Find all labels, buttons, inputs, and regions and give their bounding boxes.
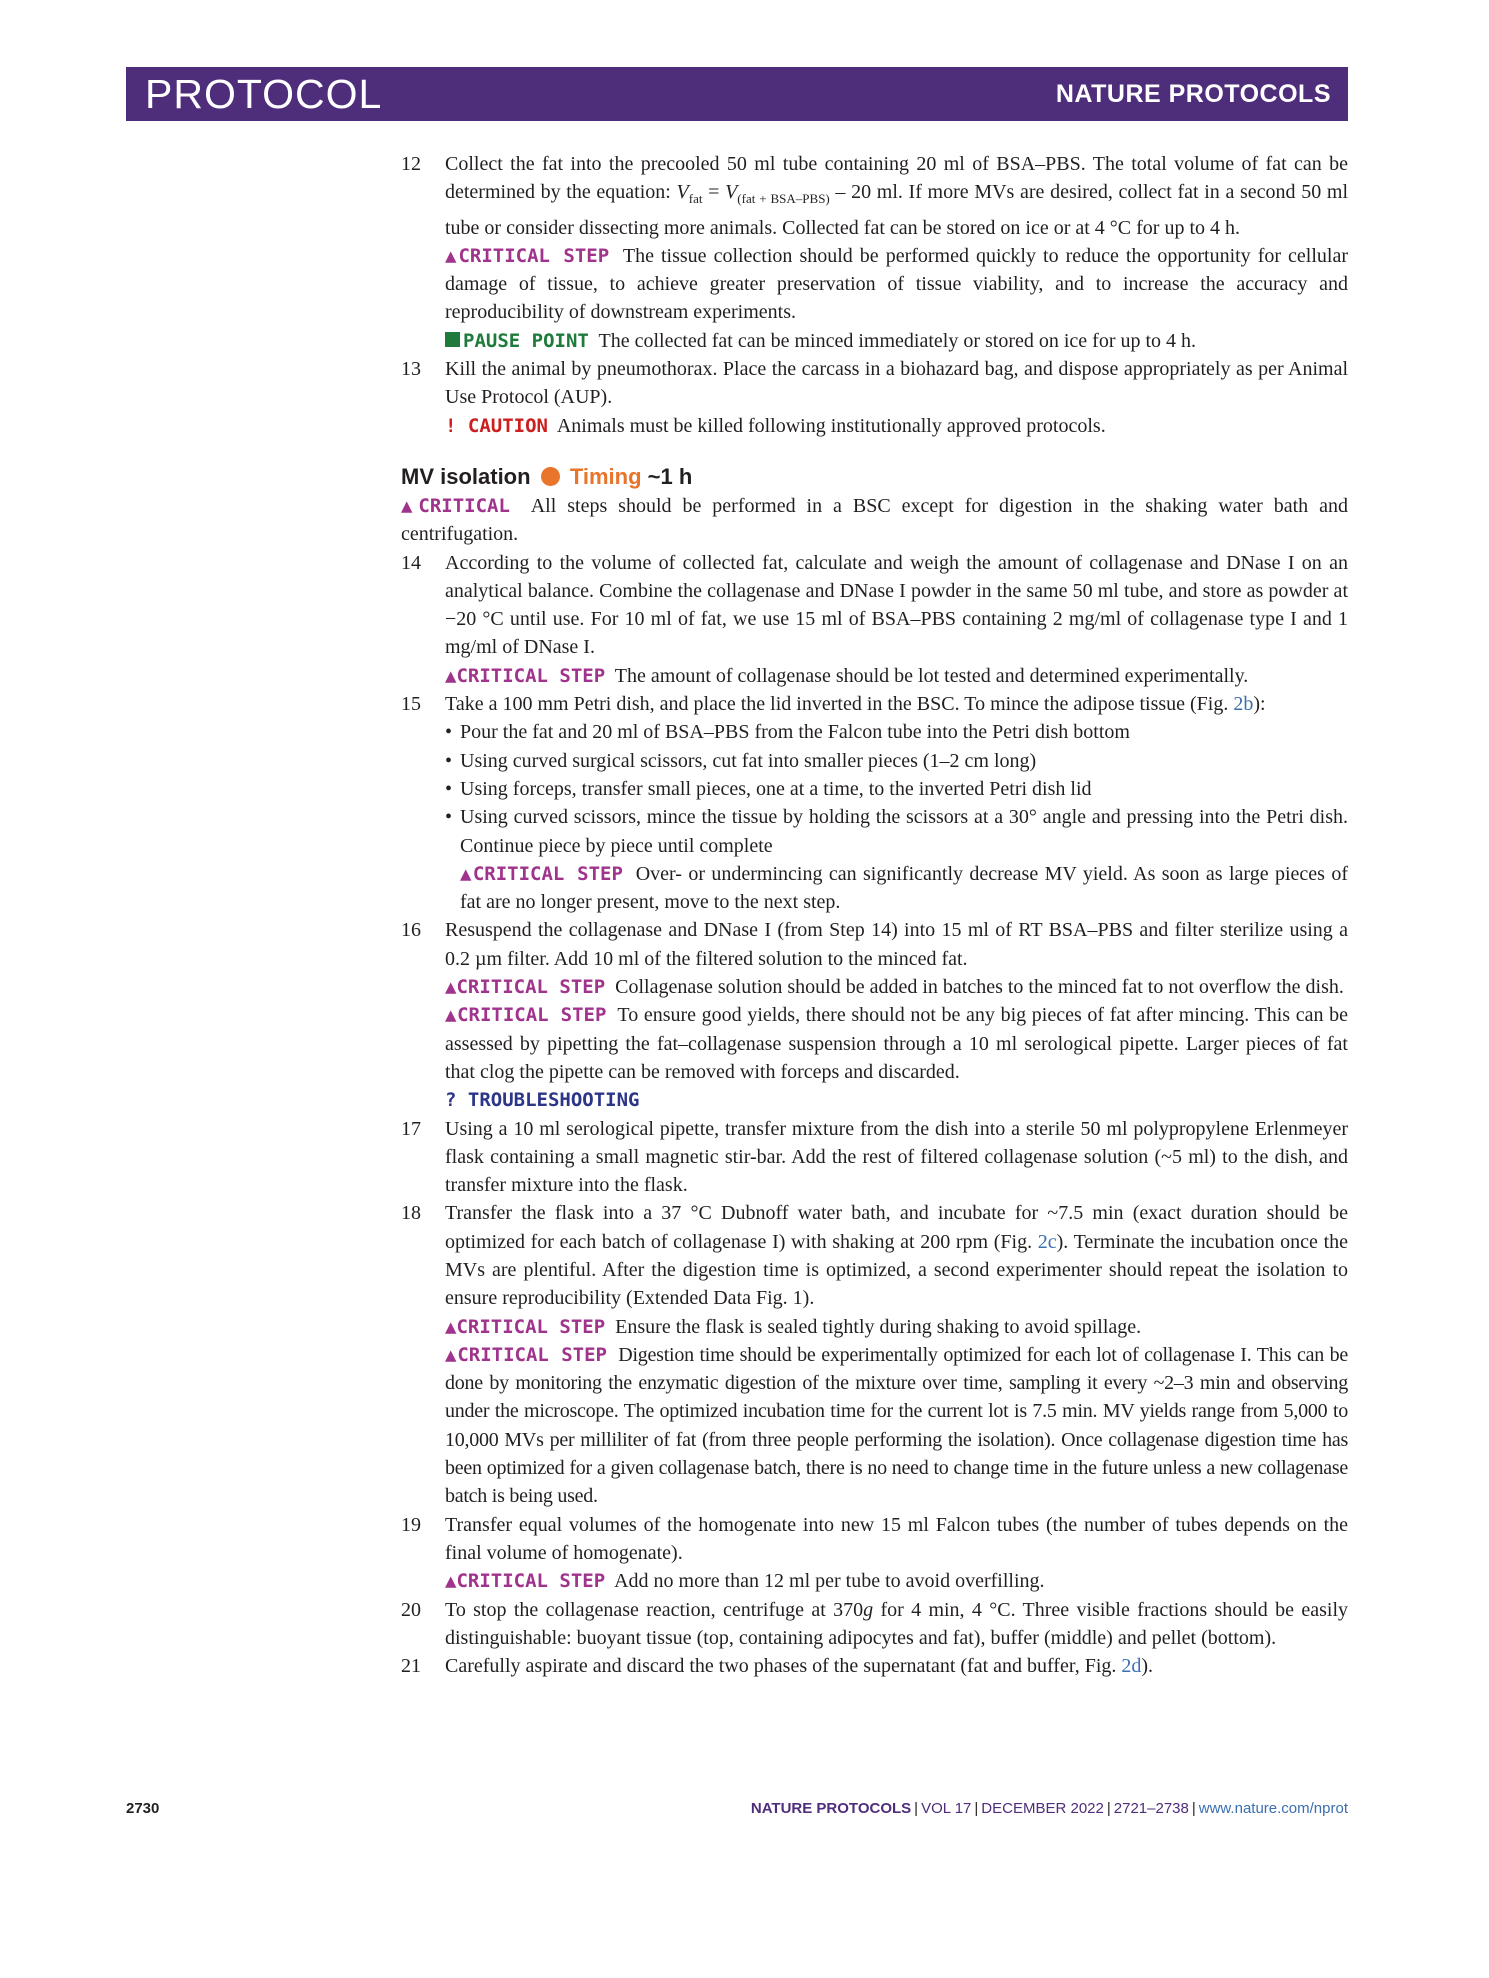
critical-step-note: ▲CRITICAL STEP The amount of collagenase should be lot tested and determined experimentally. [445, 664, 1249, 687]
step-text: Transfer equal volumes of the homogenate into new 15 ml Falcon tubes (the number of tubes depends on the final volume of homogenate). [445, 1513, 1348, 1564]
critical-step-note: ▲CRITICAL STEP The tissue collection should be performed quickly to reduce the opportunity for cellular damage of tissue, to achieve greater preservation of tissue viability, and to increase the accuracy and reproducibility of downstream experiments. [445, 244, 1348, 324]
pause-square-icon [445, 332, 460, 347]
section-heading [401, 462, 1348, 492]
citation-line: NATURE PROTOCOLS | VOL 17 | DECEMBER 2022 | 2721–2738 | www.nature.com/nprot [750, 1800, 1348, 1817]
page-number: 2730 [126, 1800, 160, 1817]
step-16 [401, 916, 1348, 1114]
step-text: Take a 100 mm Petri dish, and place the lid inverted in the BSC. To mince the adipose tissue (Fig. 2b): [445, 693, 1266, 716]
list-item: • Pour the fat and 20 ml of BSA–PBS from the Falcon tube into the Petri dish bottom [445, 718, 1348, 746]
critical-step-note: ▲CRITICAL STEP Digestion time should be experimentally optimized for each lot of collagenase I. This can be done by monitoring the enzymatic digestion of the mixture over time, sampling it every ~2–3 min and observing under the microscope. The optimized incubation time for the current lot is 7.5 min. MV yields range from 5,000 to 10,000 MVs per milliliter of fat (from three people performing the isolation). Once collagenase digestion time has been optimized for a given collagenase batch, there is no need to change time in the future unless a new collagenase batch is being used. [445, 1343, 1348, 1508]
step-19 [401, 1511, 1348, 1596]
journal-name-label: NATURE PROTOCOLS [1055, 80, 1331, 108]
figure-link[interactable]: 2b [1233, 693, 1254, 716]
critical-step-flag: ▲CRITICAL STEP [445, 244, 610, 267]
figure-link[interactable]: 2d [1121, 1655, 1142, 1678]
step-text: Transfer the flask into a 37 °C Dubnoff water bath, and incubate for ~7.5 min (exact duration should be optimized for each batch of collagenase I) with shaking at 200 rpm (Fig. 2c). Terminate the incubation once the MVs are plentiful. After the digestion time is optimized, a second experimenter should repeat the isolation to ensure reproducibility (Extended Data Fig. 1). [445, 1202, 1349, 1310]
protocol-body [401, 150, 1348, 1680]
step-12 [401, 150, 1348, 355]
troubleshooting-note [445, 1086, 1348, 1114]
step-17 [401, 1115, 1348, 1200]
step-text: Kill the animal by pneumothorax. Place the carcass in a biohazard bag, and dispose appropriately as per Animal Use Protocol (AUP). [445, 358, 1348, 409]
critical-step-flag: ▲CRITICAL STEP [445, 1343, 607, 1366]
figure-link[interactable]: 2c [1037, 1230, 1057, 1253]
page-footer [126, 1800, 1348, 1824]
step-18 [401, 1199, 1348, 1510]
article-type-label: PROTOCOL [145, 71, 383, 117]
critical-step-flag: ▲CRITICAL STEP [460, 862, 623, 885]
step-21 [401, 1652, 1348, 1680]
critical-step-note: ▲CRITICAL STEP Add no more than 12 ml per tube to avoid overfilling. [445, 1570, 1045, 1593]
step-number: 14 [401, 551, 421, 574]
critical-step-flag: ▲CRITICAL STEP [445, 664, 606, 687]
critical-step-note: ▲CRITICAL STEP To ensure good yields, there should not be any big pieces of fat after mincing. This can be assessed by pipetting the fat–collagenase suspension through a 10 ml serological pipette. Larger pieces of fat that clog the pipette can be removed with forceps and discarded. [445, 1004, 1349, 1083]
step-text: Collect the fat into the precooled 50 ml tube containing 20 ml of BSA–PBS. The total volume of fat can be determined by the equation: $V_{fat} = V_{(fat + BSA-PBS)} - 20$ ml. If more MVs are desired, collect fat in a second 50 ml tube or consider dissecting more animals. Collected fat can be stored on ice or at 4 °C for up to 4 h. [445, 153, 1349, 239]
caution-note: ! CAUTION Animals must be killed following institutionally approved protocols. [445, 414, 1106, 437]
step-number: 19 [401, 1513, 421, 1536]
list-item: • Using curved surgical scissors, cut fat into smaller pieces (1–2 cm long) [445, 747, 1348, 775]
critical-step-flag: ▲CRITICAL STEP [445, 1570, 606, 1593]
critical-flag: ▲CRITICAL [401, 494, 510, 517]
step-20 [401, 1596, 1348, 1653]
critical-step-flag: ▲CRITICAL STEP [445, 1315, 606, 1338]
caution-flag: ! CAUTION [445, 414, 548, 437]
troubleshooting-flag[interactable]: ? TROUBLESHOOTING [445, 1089, 640, 1112]
step-number: 13 [401, 358, 421, 381]
step-14 [401, 549, 1348, 690]
timing-value: ~1 h [647, 463, 693, 489]
step-text: To stop the collagenase reaction, centrifuge at 370g for 4 min, 4 °C. Three visible fractions should be easily distinguishable: buoyant tissue (top, containing adipocytes and fat), buffer (middle) and pellet (bottom). [445, 1598, 1349, 1649]
footer-date: DECEMBER 2022 [981, 1800, 1104, 1817]
step-number: 20 [401, 1598, 421, 1621]
list-item: • Using forceps, transfer small pieces, one at a time, to the inverted Petri dish lid [445, 775, 1348, 803]
bullet-list [445, 718, 1348, 859]
step-text: Using a 10 ml serological pipette, transfer mixture from the dish into a sterile 50 ml polypropylene Erlenmeyer flask containing a small magnetic stir-bar. Add the rest of filtered collagenase solution (~5 ml) to the dish, and transfer mixture into the flask. [445, 1117, 1348, 1197]
list-item: • Using curved scissors, mince the tissue by holding the scissors at a 30° angle and pressing into the Petri dish. Continue piece by piece until complete [445, 803, 1348, 860]
step-15 [401, 690, 1348, 916]
step-number: 16 [401, 919, 421, 942]
step-text: Carefully aspirate and discard the two phases of the supernatant (fat and buffer, Fig. 2d). [445, 1655, 1154, 1678]
critical-step-note: ▲CRITICAL STEP Over- or undermincing can significantly decrease MV yield. As soon as large pieces of fat are no longer present, move to the next step. [460, 862, 1348, 914]
section-title: MV isolation [401, 463, 531, 489]
step-number: 18 [401, 1202, 421, 1225]
step-number: 21 [401, 1655, 421, 1678]
critical-step-flag: ▲CRITICAL STEP [445, 1004, 607, 1027]
step-number: 15 [401, 693, 421, 716]
critical-step-flag: ▲CRITICAL STEP [445, 976, 606, 999]
journal-header-bar [126, 67, 1348, 121]
timing-label: Timing [569, 463, 642, 489]
pause-point-note: PAUSE POINT The collected fat can be minced immediately or stored on ice for up to 4 h. [445, 327, 1348, 355]
timing-dot-icon [541, 467, 560, 486]
step-13 [401, 355, 1348, 440]
footer-pages: 2721–2738 [1113, 1800, 1189, 1817]
footer-volume: VOL 17 [921, 1800, 972, 1817]
step-number: 17 [401, 1117, 421, 1140]
critical-step-note: ▲CRITICAL STEP Collagenase solution should be added in batches to the minced fat to not overflow the dish. [445, 976, 1344, 999]
footer-journal: NATURE PROTOCOLS [750, 1800, 912, 1817]
step-number: 12 [401, 153, 421, 175]
pause-point-flag: PAUSE POINT [463, 329, 589, 352]
critical-step-note: ▲CRITICAL STEP Ensure the flask is sealed tightly during shaking to avoid spillage. [445, 1315, 1142, 1338]
section-critical-note: ▲CRITICAL All steps should be performed in a BSC except for digestion in the shaking water bath and centrifugation. [401, 494, 1348, 546]
step-text: Resuspend the collagenase and DNase I (from Step 14) into 15 ml of RT BSA–PBS and filter sterilize using a 0.2 µm filter. Add 10 ml of the filtered solution to the minced fat. [445, 919, 1348, 970]
step-text: According to the volume of collected fat, calculate and weigh the amount of collagenase and DNase I on an analytical balance. Combine the collagenase and DNase I powder in the same 50 ml tube, and store as powder at −20 °C until use. For 10 ml of fat, we use 15 ml of BSA–PBS containing 2 mg/ml of collagenase type I and 1 mg/ml of DNase I. [445, 551, 1348, 659]
footer-url-link[interactable]: www.nature.com/nprot [1198, 1800, 1348, 1817]
